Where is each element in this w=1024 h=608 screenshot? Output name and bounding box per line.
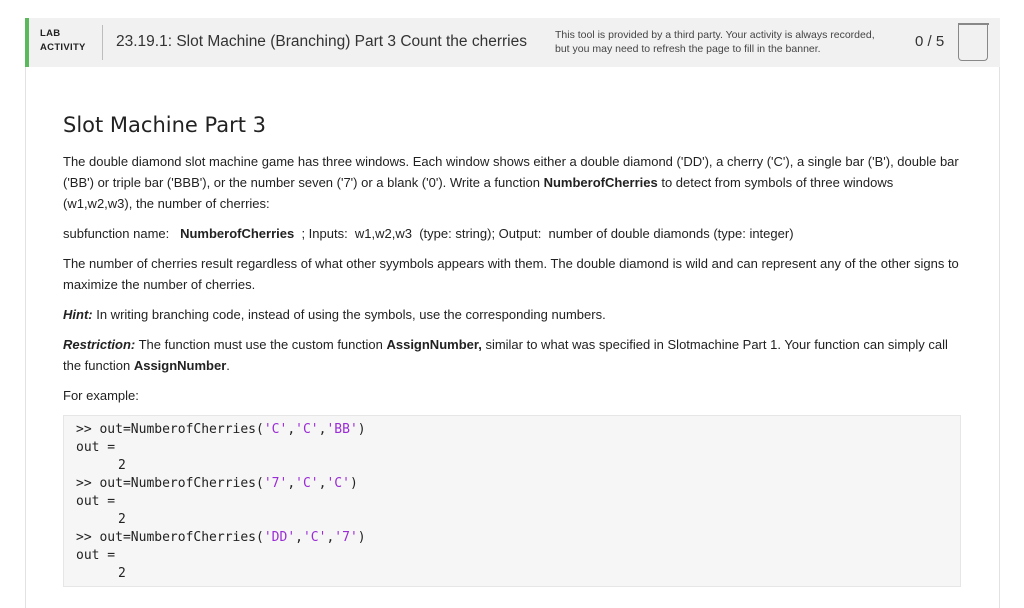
- subfunction-details: ; Inputs: w1,w2,w3 (type: string); Output: number of double diamonds (type: integer): [294, 226, 794, 241]
- code-output-value: 2: [118, 566, 126, 581]
- hint-label: Hint:: [63, 307, 93, 322]
- code-call-line: >> out=NumberofCherries('DD','C','7'): [76, 530, 366, 545]
- code-output-label: out =: [76, 494, 116, 509]
- example-label: For example:: [63, 388, 139, 403]
- code-output-label: out =: [76, 440, 116, 455]
- subfunction-label: subfunction name:: [63, 226, 181, 241]
- code-call-line: >> out=NumberofCherries('C','C','BB'): [76, 422, 366, 437]
- code-string-arg: 'BB': [326, 422, 358, 437]
- code-call-prefix: >> out=NumberofCherries(: [76, 476, 264, 491]
- code-string-arg: 'C': [302, 530, 327, 545]
- lab-label-line1: LAB: [40, 28, 61, 39]
- lab-activity-label: [40, 27, 102, 55]
- code-call-line: >> out=NumberofCherries('7','C','C'): [76, 476, 358, 491]
- completion-badge-icon: [958, 23, 988, 61]
- code-output-label: out =: [76, 548, 116, 563]
- code-string-arg: 'DD': [263, 530, 296, 545]
- restriction-text-3: .: [226, 358, 230, 373]
- description-text-2: to detect from symbols of three windows (w1,w2,w3), the number of cherries:: [63, 175, 894, 211]
- code-string-arg: 'C': [326, 476, 350, 491]
- rules-paragraph: The number of cherries result regardless of what other syymbols appears with them. The double diamond is wild and can represent any of the other signs to maximize the number of cherries.: [63, 256, 959, 292]
- hint-paragraph: [63, 304, 963, 325]
- code-string-arg: 'C': [295, 422, 319, 437]
- code-call-prefix: >> out=NumberofCherries(: [76, 422, 264, 437]
- restriction-bold-1: AssignNumber,: [386, 337, 482, 352]
- header-accent-bar: [25, 18, 29, 67]
- description-text-1: The double diamond slot machine game has three windows. Each window shows either a double diamond ('DD'), a cherry ('C'), a single bar ('B'), double bar ('BB') or triple bar ('BBB'), or the number seven ('7') or a blank ('0'). Write a function: [63, 154, 959, 190]
- hint-text: In writing branching code, instead of using the symbols, use the corresponding numbers.: [92, 307, 606, 322]
- function-name-text: NumberofCherries: [543, 175, 658, 190]
- lab-content-card: [25, 67, 1000, 608]
- description-paragraph: [63, 151, 963, 214]
- code-example-block: [63, 415, 961, 587]
- lab-header: [25, 18, 1000, 67]
- subfunction-name: NumberofCherries: [180, 226, 295, 241]
- page-title: Slot Machine Part 3: [63, 113, 266, 137]
- restriction-bold-2: AssignNumber: [133, 358, 227, 373]
- third-party-notice: [555, 28, 915, 56]
- code-string-arg: '7': [263, 476, 288, 491]
- lab-label-line2: ACTIVITY: [40, 42, 86, 53]
- restriction-text-1: The function must use the custom function: [135, 337, 387, 352]
- code-output-value: 2: [118, 512, 126, 527]
- code-string-arg: 'C': [295, 476, 319, 491]
- restriction-label: Restriction:: [63, 337, 136, 352]
- code-call-prefix: >> out=NumberofCherries(: [76, 530, 264, 545]
- score-display: 0 / 5: [915, 33, 945, 50]
- lab-instructions: [63, 113, 963, 587]
- notice-line1: This tool is provided by a third party. Your activity is always recorded,: [555, 29, 875, 41]
- header-divider: [102, 25, 103, 60]
- subfunction-spec: [63, 223, 963, 244]
- notice-line2: but you may need to refresh the page to fill in the banner.: [555, 43, 821, 55]
- restriction-text-2: similar to what was specified in Slotmachine Part 1. Your function can simply call the function: [63, 337, 948, 373]
- lab-title: 23.19.1: Slot Machine (Branching) Part 3 Count the cherries: [116, 33, 527, 50]
- code-string-arg: 'C': [263, 422, 288, 437]
- restriction-paragraph: [63, 334, 963, 376]
- code-string-arg: '7': [334, 530, 358, 545]
- code-output-value: 2: [118, 458, 126, 473]
